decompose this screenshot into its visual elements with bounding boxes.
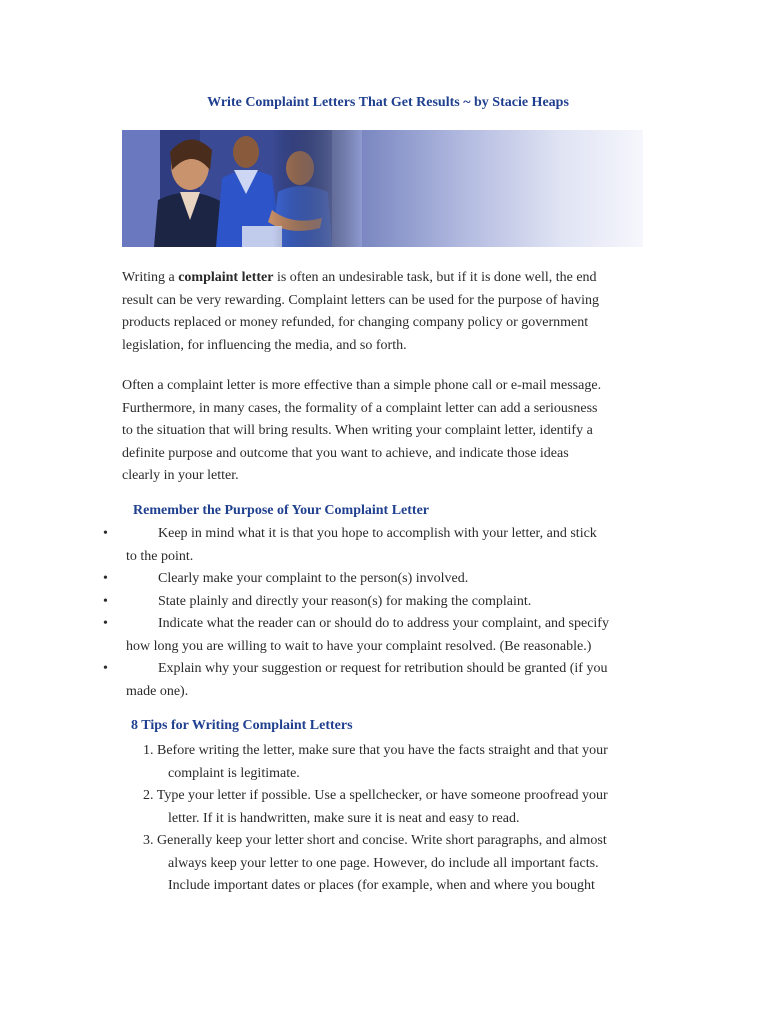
effectiveness-paragraph (122, 375, 601, 488)
tips-heading: 8 Tips for Writing Complaint Letters (131, 718, 353, 733)
paragraph-line: definite purpose and outcome that you want to achieve, and indicate those ideas (122, 445, 569, 461)
list-item: 2. Type your letter if possible. Use a spellchecker, or have someone proofread your letter. If it is handwritten, make sure it is neat and easy to read. (143, 788, 608, 826)
intro-paragraph (122, 267, 599, 357)
list-item: • Explain why your suggestion or request for retribution should be granted (if you made one). (100, 658, 660, 703)
list-item: • Clearly make your complaint to the person(s) involved. (100, 568, 660, 591)
page-title: Write Complaint Letters That Get Results ~ by Stacie Heaps (207, 95, 569, 110)
paragraph-line: clearly in your letter. (122, 468, 239, 483)
header-banner-image (122, 130, 643, 247)
complaint-letter-bold: complaint letter (178, 270, 274, 285)
bullet-icon: • (103, 526, 108, 541)
list-item: 3. Generally keep your letter short and concise. Write short paragraphs, and almost always keep your letter to one page. However, do include all important facts. Include important dates or places (for example, when and where you bought (143, 833, 607, 893)
paragraph-line: Often a complaint letter is more effective than a simple phone call or e-mail message. (122, 378, 602, 393)
list-item: • State plainly and directly your reason(s) for making the complaint. (100, 591, 660, 614)
bullet-icon: • (103, 593, 108, 609)
intro-line: products replaced or money refunded, for changing company policy or government (122, 315, 589, 330)
list-item: • Keep in mind what it is that you hope to accomplish with your letter, and stick to the point. (100, 523, 660, 568)
paragraph-line: Furthermore, in many cases, the formality of a complaint letter can add a seriousness (122, 400, 598, 416)
intro-line: result can be very rewarding. Complaint letters can be used for the purpose of having (122, 292, 600, 308)
list-item: • Indicate what the reader can or should do to address your complaint, and specify how long you are willing to wait to have your complaint resolved. (Be reasonable.) (100, 613, 660, 658)
purpose-bullet-list (100, 523, 660, 703)
bullet-icon: • (103, 661, 108, 676)
bullet-icon: • (103, 616, 108, 631)
tips-numbered-list (143, 740, 663, 898)
intro-line-1: Writing a complaint letter is often an undesirable task, but if it is done well, the end (122, 270, 597, 285)
bullet-icon: • (103, 571, 108, 586)
list-item: 1. Before writing the letter, make sure that you have the facts straight and that your complaint is legitimate. (143, 743, 608, 781)
intro-line: legislation, for influencing the media, and so forth. (122, 337, 407, 353)
office-people-photo (122, 130, 643, 247)
purpose-heading: Remember the Purpose of Your Complaint Letter (133, 503, 430, 518)
paragraph-line: to the situation that will bring results. When writing your complaint letter, identify a (122, 423, 593, 438)
